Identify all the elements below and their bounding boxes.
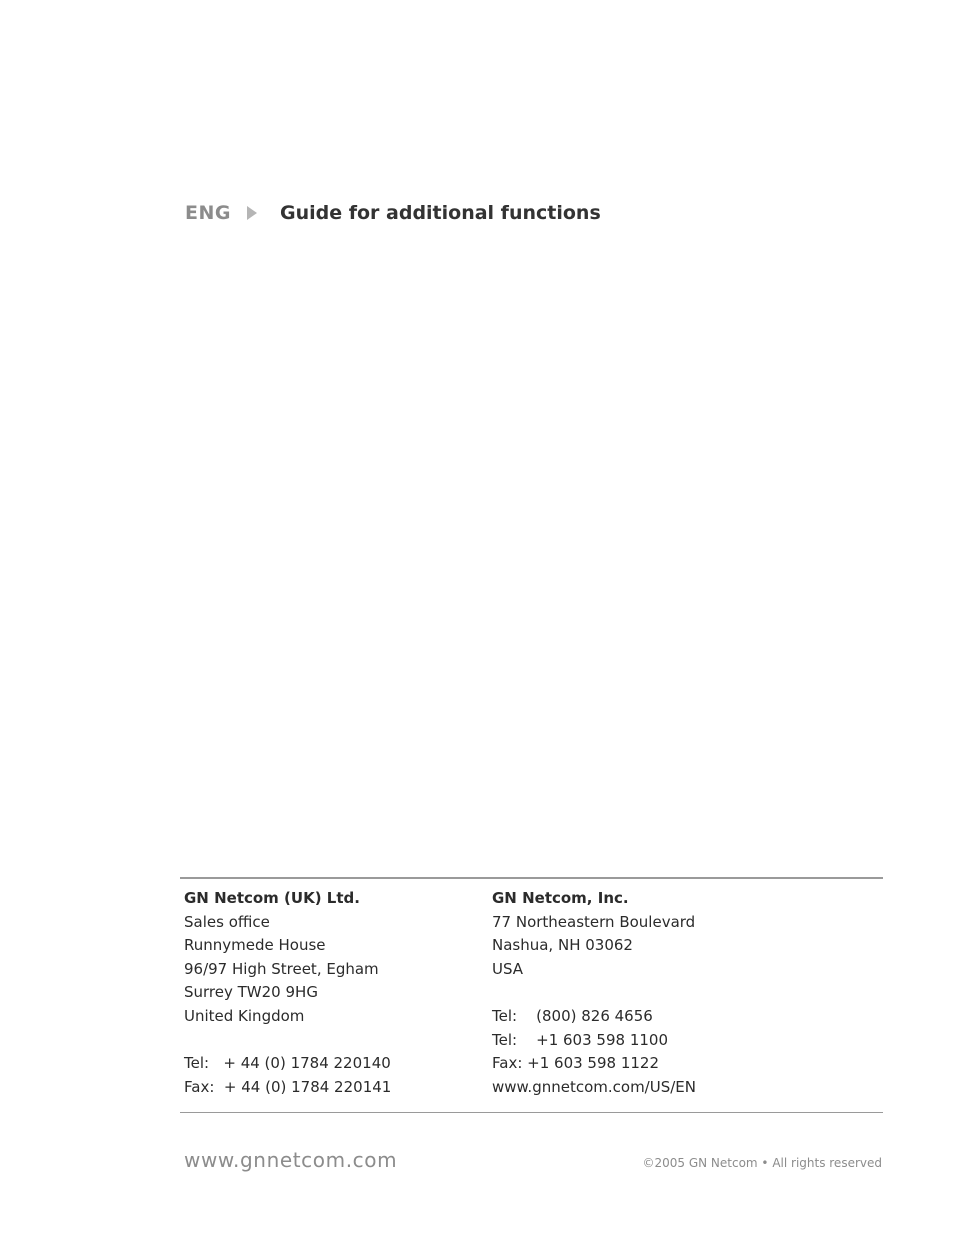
uk-address-line: Runnymede House [184, 936, 326, 955]
website-link[interactable]: www.gnnetcom.com [184, 1148, 398, 1172]
page-header [185, 200, 601, 226]
us-address-line: Nashua, NH 03062 [492, 936, 633, 955]
bottom-divider [180, 1112, 883, 1113]
uk-company-name: GN Netcom (UK) Ltd. [184, 889, 360, 907]
play-arrow-icon [247, 206, 257, 220]
language-code: ENG [185, 202, 231, 224]
us-phone: Tel: +1 603 598 1100 [492, 1030, 668, 1049]
page-title: Guide for additional functions [279, 202, 601, 224]
us-company-name: GN Netcom, Inc. [492, 889, 629, 907]
uk-phone: Tel: + 44 (0) 1784 220140 [184, 1054, 391, 1073]
uk-address-line: Sales office [184, 912, 270, 931]
us-address-line: USA [492, 959, 524, 978]
us-office-address [492, 887, 696, 1099]
us-phone: Tel: (800) 826 4656 [492, 1006, 653, 1025]
copyright-notice: ©2005 GN Netcom • All rights reserved [642, 1156, 882, 1170]
uk-address-line: United Kingdom [184, 1006, 305, 1025]
us-fax: Fax: +1 603 598 1122 [492, 1054, 659, 1073]
us-website-link[interactable]: www.gnnetcom.com/US/EN [492, 1077, 696, 1096]
uk-address-spacer [184, 1029, 391, 1053]
us-address-spacer [492, 981, 696, 1005]
top-divider [180, 877, 883, 879]
us-address-line: 77 Northeastern Boulevard [492, 912, 696, 931]
uk-fax: Fax: + 44 (0) 1784 220141 [184, 1077, 392, 1096]
uk-office-address [184, 887, 391, 1099]
uk-address-line: Surrey TW20 9HG [184, 983, 318, 1002]
uk-address-line: 96/97 High Street, Egham [184, 959, 379, 978]
